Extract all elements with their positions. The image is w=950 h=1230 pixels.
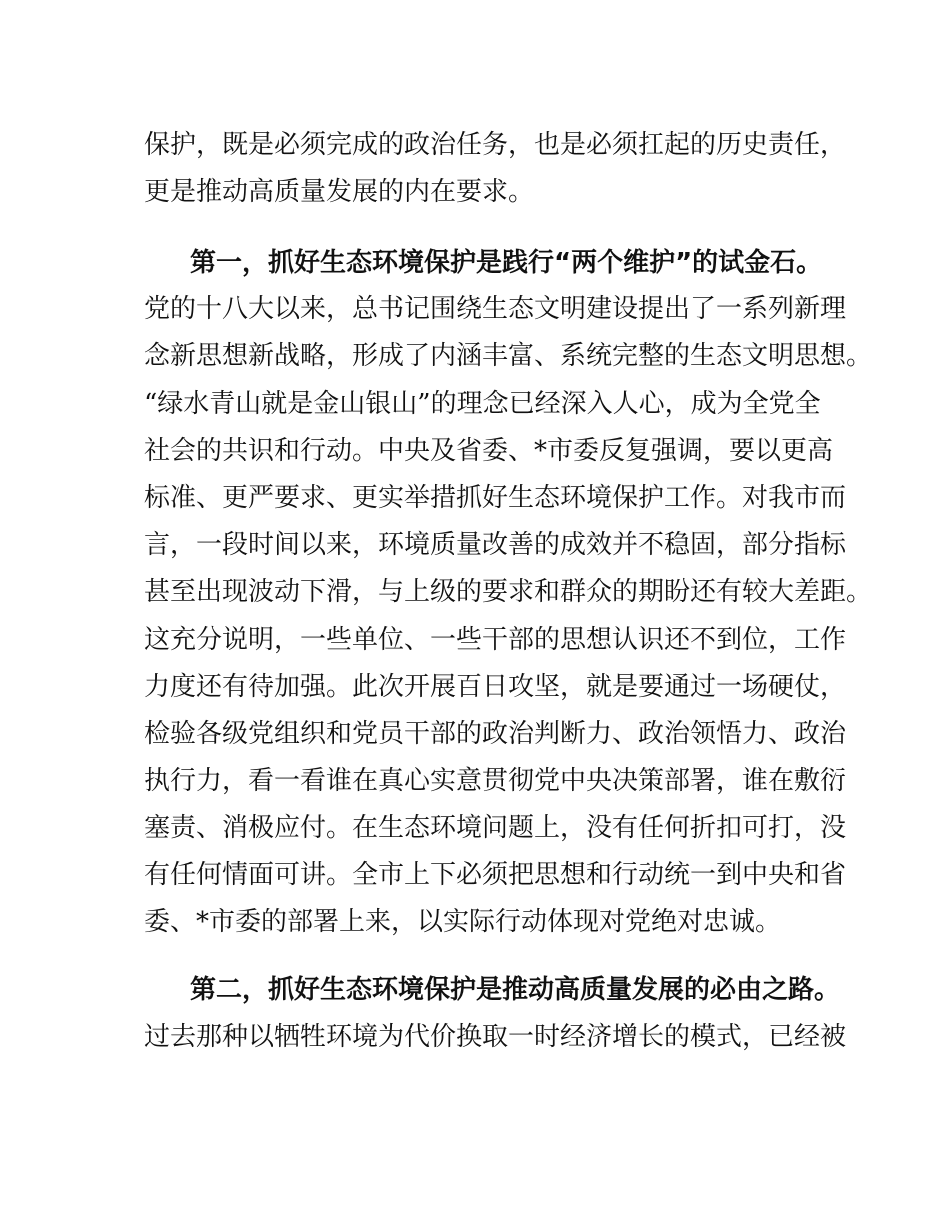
paragraph-line: 力度还有待加强。此次开展百日攻坚，就是要通过一场硬仗，: [144, 672, 847, 702]
paragraph-line: 党的十八大以来，总书记围绕生态文明建设提出了一系列新理: [144, 294, 847, 324]
paragraph-line: 社会的共识和行动。中央及省委、*市委反复强调，要以更高: [144, 436, 834, 466]
paragraph-line: 念新思想新战略，形成了内涵丰富、系统完整的生态文明思想。: [144, 341, 873, 371]
paragraph-line: “绿水青山就是金山银山”的理念已经深入人心，成为全党全: [144, 389, 821, 419]
paragraph-line: 有任何情面可讲。全市上下必须把思想和行动统一到中央和省: [144, 860, 847, 890]
paragraph-line: 言，一段时间以来，环境质量改善的成效并不稳固，部分指标: [144, 530, 847, 560]
section-heading: 第一，抓好生态环境保护是践行“两个维护”的试金石。: [190, 248, 823, 278]
paragraph-line: 检验各级党组织和党员干部的政治判断力、政治领悟力、政治: [144, 719, 847, 749]
paragraph-line: 过去那种以牺牲环境为代价换取一时经济增长的模式，已经被: [144, 1022, 847, 1052]
paragraph-line: 这充分说明，一些单位、一些干部的思想认识还不到位，工作: [144, 625, 847, 655]
paragraph-line: 保护，既是必须完成的政治任务，也是必须扛起的历史责任，: [144, 130, 847, 160]
paragraph-line: 执行力，看一看谁在真心实意贯彻党中央决策部署，谁在敷衍: [144, 766, 847, 796]
paragraph-line: 更是推动高质量发展的内在要求。: [144, 177, 535, 207]
paragraph-line: 标准、更严要求、更实举措抓好生态环境保护工作。对我市而: [144, 483, 847, 513]
paragraph-line: 甚至出现波动下滑，与上级的要求和群众的期盼还有较大差距。: [144, 577, 873, 607]
paragraph-line: 塞责、消极应付。在生态环境问题上，没有任何折扣可打，没: [144, 813, 847, 843]
section-heading: 第二，抓好生态环境保护是推动高质量发展的必由之路。: [190, 975, 841, 1005]
paragraph-line: 委、*市委的部署上来，以实际行动体现对党绝对忠诚。: [144, 907, 782, 937]
